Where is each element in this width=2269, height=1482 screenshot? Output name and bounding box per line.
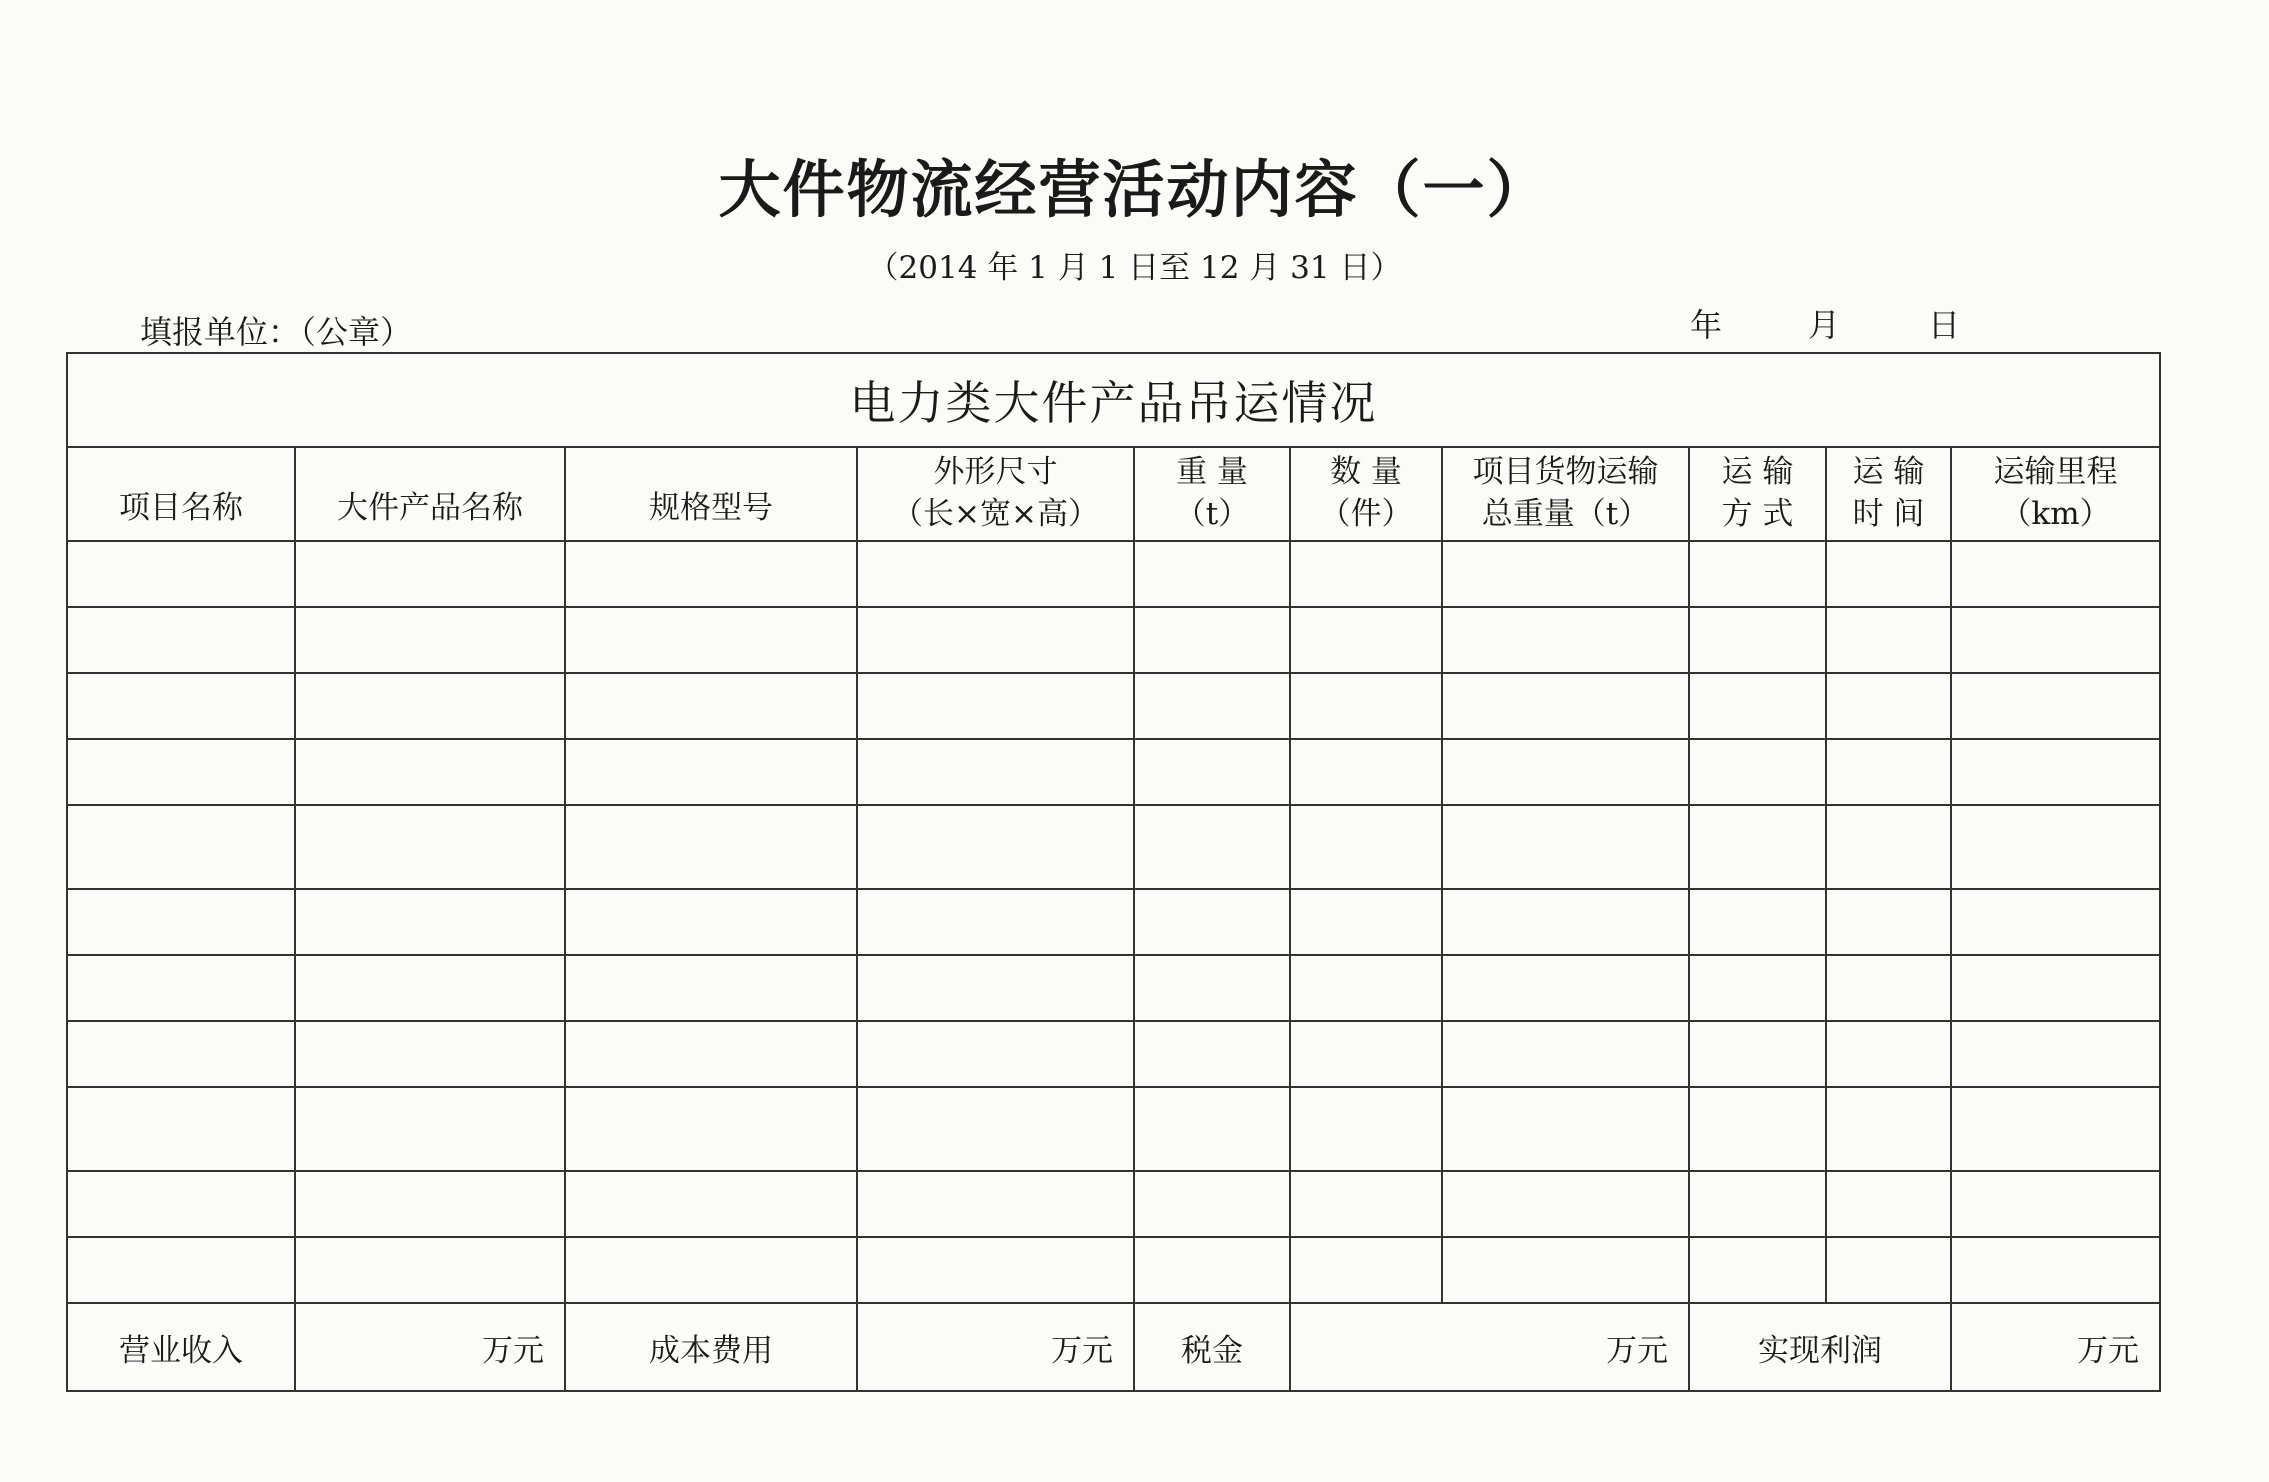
cell-product-name[interactable]: [295, 739, 565, 805]
column-header-total-weight: [1442, 447, 1689, 541]
cell-project-name[interactable]: [67, 805, 295, 889]
cell-product-name[interactable]: [295, 1021, 565, 1087]
cell-model-spec[interactable]: [565, 607, 857, 673]
cell-dimensions[interactable]: [857, 673, 1134, 739]
cell-transport-mode[interactable]: [1689, 673, 1826, 739]
cell-unit-weight[interactable]: [1134, 607, 1290, 673]
column-header-label: 外形尺寸 （长×宽×高）: [892, 454, 1099, 532]
revenue-label: 营业收入: [67, 1303, 295, 1391]
cell-unit-weight[interactable]: [1134, 805, 1290, 889]
table-row: [67, 1021, 2160, 1087]
cell-transport-time[interactable]: [1826, 673, 1951, 739]
cell-transport-distance[interactable]: [1951, 1237, 2160, 1303]
column-header-row: [67, 447, 2160, 541]
cell-transport-distance[interactable]: [1951, 889, 2160, 955]
cell-transport-mode[interactable]: [1689, 1087, 1826, 1171]
cell-project-name[interactable]: [67, 1021, 295, 1087]
cell-model-spec[interactable]: [565, 1021, 857, 1087]
cell-quantity[interactable]: [1290, 889, 1442, 955]
cell-project-name[interactable]: [67, 607, 295, 673]
column-header-label: 运 输 方 式: [1721, 454, 1794, 532]
cell-transport-time[interactable]: [1826, 1021, 1951, 1087]
table-row: [67, 889, 2160, 955]
cell-project-name[interactable]: [67, 739, 295, 805]
cell-dimensions[interactable]: [857, 955, 1134, 1021]
cell-transport-distance[interactable]: [1951, 541, 2160, 607]
cell-total-weight[interactable]: [1442, 607, 1689, 673]
cell-dimensions[interactable]: [857, 889, 1134, 955]
cell-project-name[interactable]: [67, 889, 295, 955]
column-header-label: 运输里程 （km）: [1993, 454, 2118, 532]
cell-project-name[interactable]: [67, 1171, 295, 1237]
cell-quantity[interactable]: [1290, 1021, 1442, 1087]
cell-project-name[interactable]: [67, 541, 295, 607]
cell-dimensions[interactable]: [857, 607, 1134, 673]
cell-transport-mode[interactable]: [1689, 889, 1826, 955]
cell-transport-mode[interactable]: [1689, 805, 1826, 889]
cell-unit-weight[interactable]: [1134, 1171, 1290, 1237]
cell-total-weight[interactable]: [1442, 889, 1689, 955]
lifting-transport-table: [66, 352, 2161, 1392]
cell-product-name[interactable]: [295, 607, 565, 673]
table-row: [67, 541, 2160, 607]
cell-transport-distance[interactable]: [1951, 1171, 2160, 1237]
cell-dimensions[interactable]: [857, 1237, 1134, 1303]
table-row: [67, 673, 2160, 739]
reporting-unit-label: 填报单位：（公章）: [140, 313, 413, 351]
profit-unit-field[interactable]: 万元: [1951, 1303, 2160, 1391]
cell-total-weight[interactable]: [1442, 541, 1689, 607]
cell-model-spec[interactable]: [565, 955, 857, 1021]
column-header-quantity: [1290, 447, 1442, 541]
cell-product-name[interactable]: [295, 805, 565, 889]
cell-transport-distance[interactable]: [1951, 739, 2160, 805]
cell-transport-mode[interactable]: [1689, 1237, 1826, 1303]
cell-total-weight[interactable]: [1442, 1087, 1689, 1171]
cell-model-spec[interactable]: [565, 889, 857, 955]
cell-unit-weight[interactable]: [1134, 1021, 1290, 1087]
reporting-period: （2014 年 1 月 1 日至 12 月 31 日）: [867, 250, 1402, 286]
cell-model-spec[interactable]: [565, 1087, 857, 1171]
cell-model-spec[interactable]: [565, 541, 857, 607]
cell-quantity[interactable]: [1290, 955, 1442, 1021]
column-header-dimensions: [857, 447, 1134, 541]
profit-label: 实现利润: [1689, 1303, 1951, 1391]
cell-transport-time[interactable]: [1826, 1171, 1951, 1237]
form-title: 大件物流经营活动内容（一）: [718, 153, 1551, 226]
cost-label: 成本费用: [565, 1303, 857, 1391]
cell-transport-distance[interactable]: [1951, 1021, 2160, 1087]
cell-transport-time[interactable]: [1826, 955, 1951, 1021]
cell-transport-mode[interactable]: [1689, 1021, 1826, 1087]
cell-transport-time[interactable]: [1826, 889, 1951, 955]
cell-quantity[interactable]: [1290, 1171, 1442, 1237]
cell-dimensions[interactable]: [857, 1021, 1134, 1087]
column-header-label: 项目名称: [119, 490, 243, 527]
cell-dimensions[interactable]: [857, 541, 1134, 607]
cell-transport-mode[interactable]: [1689, 739, 1826, 805]
cell-project-name[interactable]: [67, 955, 295, 1021]
cell-unit-weight[interactable]: [1134, 673, 1290, 739]
table-row: [67, 955, 2160, 1021]
revenue-unit-field[interactable]: 万元: [295, 1303, 565, 1391]
cell-model-spec[interactable]: [565, 1237, 857, 1303]
cost-unit-field[interactable]: 万元: [857, 1303, 1134, 1391]
column-header-transport-mode: [1689, 447, 1826, 541]
cell-project-name[interactable]: [67, 673, 295, 739]
cell-quantity[interactable]: [1290, 805, 1442, 889]
cell-model-spec[interactable]: [565, 673, 857, 739]
cell-transport-mode[interactable]: [1689, 955, 1826, 1021]
column-header-label: 运 输 时 间: [1852, 454, 1925, 532]
cell-unit-weight[interactable]: [1134, 1087, 1290, 1171]
cell-quantity[interactable]: [1290, 739, 1442, 805]
section-title: 电力类大件产品吊运情况: [67, 353, 2160, 447]
cell-product-name[interactable]: [295, 1237, 565, 1303]
cell-dimensions[interactable]: [857, 1171, 1134, 1237]
cell-transport-time[interactable]: [1826, 607, 1951, 673]
cell-product-name[interactable]: [295, 541, 565, 607]
cell-model-spec[interactable]: [565, 739, 857, 805]
date-day-label: 日: [1928, 306, 1961, 344]
column-header-unit-weight: [1134, 447, 1290, 541]
table-row: [67, 607, 2160, 673]
table-row: [67, 1171, 2160, 1237]
financial-summary-row: [67, 1303, 2160, 1391]
cell-unit-weight[interactable]: [1134, 955, 1290, 1021]
cell-transport-distance[interactable]: [1951, 955, 2160, 1021]
cell-project-name[interactable]: [67, 1237, 295, 1303]
tax-unit-field[interactable]: 万元: [1290, 1303, 1689, 1391]
cell-total-weight[interactable]: [1442, 673, 1689, 739]
cell-product-name[interactable]: [295, 673, 565, 739]
cell-product-name[interactable]: [295, 955, 565, 1021]
table-row: [67, 805, 2160, 889]
cell-dimensions[interactable]: [857, 1087, 1134, 1171]
cell-dimensions[interactable]: [857, 805, 1134, 889]
cell-project-name[interactable]: [67, 1087, 295, 1171]
column-header-label: 项目货物运输 总重量（t）: [1472, 454, 1659, 532]
cell-transport-time[interactable]: [1826, 541, 1951, 607]
cell-product-name[interactable]: [295, 1087, 565, 1171]
column-header-product-name: [295, 447, 565, 541]
cell-total-weight[interactable]: [1442, 739, 1689, 805]
cell-total-weight[interactable]: [1442, 805, 1689, 889]
table-row: [67, 1237, 2160, 1303]
cell-quantity[interactable]: [1290, 1237, 1442, 1303]
column-header-label: 重 量 （t）: [1174, 454, 1250, 532]
cell-total-weight[interactable]: [1442, 1237, 1689, 1303]
cell-unit-weight[interactable]: [1134, 1237, 1290, 1303]
column-header-label: 大件产品名称: [337, 490, 523, 527]
cell-dimensions[interactable]: [857, 739, 1134, 805]
cell-quantity[interactable]: [1290, 1087, 1442, 1171]
cell-transport-time[interactable]: [1826, 1237, 1951, 1303]
table-row: [67, 1087, 2160, 1171]
cell-total-weight[interactable]: [1442, 955, 1689, 1021]
column-header-project-name: [67, 447, 295, 541]
cell-product-name[interactable]: [295, 1171, 565, 1237]
cell-quantity[interactable]: [1290, 607, 1442, 673]
cell-model-spec[interactable]: [565, 1171, 857, 1237]
cell-total-weight[interactable]: [1442, 1171, 1689, 1237]
cell-model-spec[interactable]: [565, 805, 857, 889]
cell-product-name[interactable]: [295, 889, 565, 955]
cell-quantity[interactable]: [1290, 673, 1442, 739]
cell-transport-time[interactable]: [1826, 805, 1951, 889]
cell-transport-time[interactable]: [1826, 739, 1951, 805]
cell-quantity[interactable]: [1290, 541, 1442, 607]
column-header-label: 数 量 （件）: [1319, 454, 1413, 532]
table-row: [67, 739, 2160, 805]
cell-total-weight[interactable]: [1442, 1021, 1689, 1087]
column-header-label: 规格型号: [649, 490, 773, 527]
cell-unit-weight[interactable]: [1134, 541, 1290, 607]
column-header-transport-distance: [1951, 447, 2160, 541]
column-header-model-spec: [565, 447, 857, 541]
column-header-transport-time: [1826, 447, 1951, 541]
cell-unit-weight[interactable]: [1134, 739, 1290, 805]
cell-transport-mode[interactable]: [1689, 607, 1826, 673]
cell-transport-distance[interactable]: [1951, 607, 2160, 673]
cell-transport-distance[interactable]: [1951, 1087, 2160, 1171]
cell-transport-distance[interactable]: [1951, 805, 2160, 889]
cell-transport-time[interactable]: [1826, 1087, 1951, 1171]
cell-transport-mode[interactable]: [1689, 1171, 1826, 1237]
cell-transport-distance[interactable]: [1951, 673, 2160, 739]
tax-label: 税金: [1134, 1303, 1290, 1391]
date-month-label: 月: [1808, 306, 1841, 344]
date-year-label: 年: [1690, 306, 1723, 344]
cell-transport-mode[interactable]: [1689, 541, 1826, 607]
cell-unit-weight[interactable]: [1134, 889, 1290, 955]
